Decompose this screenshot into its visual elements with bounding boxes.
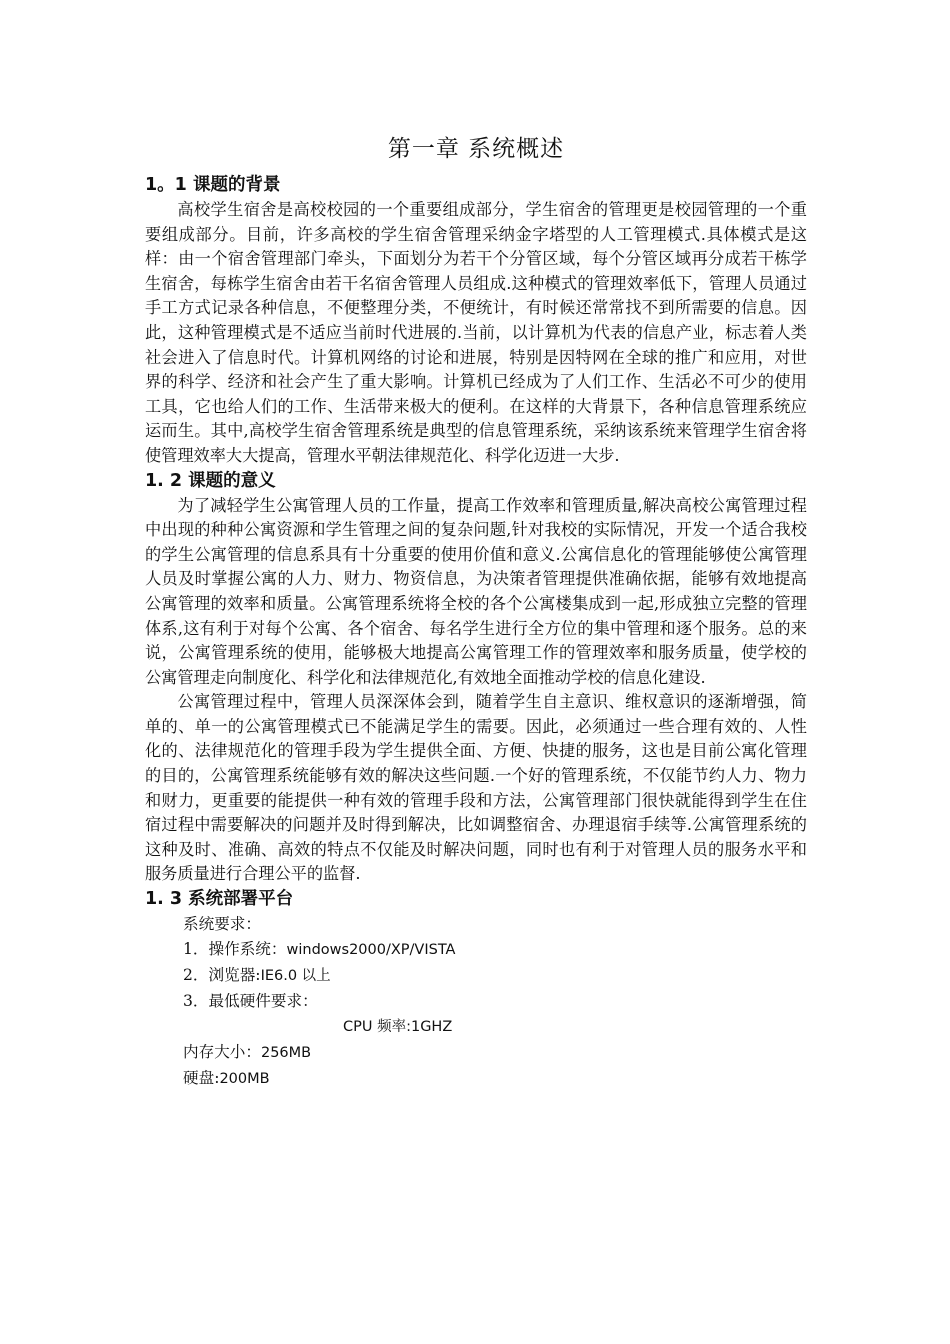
requirements-list (145, 912, 807, 1092)
requirement-cpu (183, 1014, 807, 1040)
paragraph-significance-2: 公寓管理过程中，管理人员深深体会到，随着学生自主意识、维权意识的逐渐增强，简单的、单一的公寓管理模式已不能满足学生的需要。因此，必须通过一些合理有效的、人性化的、法律规范化的管理手段为学生提供全面、方便、快捷的服务，这也是目前公寓化管理的目的，公寓管理系统能够有效的解决这些问题.一个好的管理系统，不仅能节约人力、物力和财力，更重要的能提供一种有效的管理手段和方法，公寓管理部门很快就能得到学生在住宿过程中需要解决的问题并及时得到解决，比如调整宿舍、办理退宿手续等.公寓管理系统的这种及时、准确、高效的特点不仅能及时解决问题，同时也有利于对管理人员的服务水平和服务质量进行合理公平的监督. (145, 692, 807, 884)
cpu-spec: CPU 频率:1GHZ (343, 1019, 453, 1036)
requirement-label: 操作系统： (208, 940, 287, 959)
requirement-os (183, 937, 807, 963)
requirement-value: windows2000/XP/VISTA (286, 942, 456, 959)
requirement-label: 最低硬件要求： (208, 992, 318, 1011)
requirement-number: 1． (183, 940, 209, 959)
memory-value: 256MB (260, 1045, 312, 1062)
paragraph-significance-1: 为了减轻学生公寓管理人员的工作量，提高工作效率和管理质量,解决高校公寓管理过程中出现的种种公寓资源和学生管理之间的复杂问题,针对我校的实际情况，开发一个适合我校的学生公寓管理的信息系具有十分重要的使用价值和意义.公寓信息化的管理能够使公寓管理人员及时掌握公寓的人力、财力、物资信息，为决策者管理提供准确依据，能够有效地提高公寓管理的效率和质量。公寓管理系统将全校的各个公寓楼集成到一起,形成独立完整的管理体系,这有利于对每个公寓、各个宿舍、每名学生进行全方位的集中管理和逐个服务。总的来说，公寓管理系统的使用，能够极大地提高公寓管理工作的管理效率和服务质量，使学校的公寓管理走向制度化、科学化和法律规范化,有效地全面推动学校的信息化建设. (145, 495, 807, 687)
requirement-label: 浏览器: (208, 966, 261, 985)
section-heading-background: 1。1 课题的背景 (145, 175, 281, 195)
disk-label: 硬盘: (183, 1069, 220, 1088)
requirement-browser (183, 963, 807, 989)
document-content (145, 133, 807, 1092)
requirement-number: 2． (183, 966, 209, 985)
requirement-hardware (183, 989, 807, 1014)
section-heading-significance: 1. 2 课题的意义 (145, 470, 276, 491)
memory-label: 内存大小： (183, 1043, 261, 1062)
requirements-intro: 系统要求： (183, 915, 261, 934)
requirement-disk (183, 1066, 807, 1092)
disk-value: 200MB (219, 1071, 270, 1088)
requirement-memory (183, 1040, 807, 1066)
section-heading-deployment: 1. 3 系统部署平台 (145, 889, 294, 910)
chapter-title: 第一章 系统概述 (387, 136, 565, 162)
requirement-number: 3． (183, 992, 209, 1011)
requirement-value: IE6.0 以上 (260, 968, 331, 985)
paragraph-background: 高校学生宿舍是高校校园的一个重要组成部分，学生宿舍的管理更是校园管理的一个重要组成部分。目前，许多高校的学生宿舍管理采纳金字塔型的人工管理模式.具体模式是这样：由一个宿舍管理部门牵头，下面划分为若干个分管区域，每个分管区域再分成若干栋学生宿舍，每栋学生宿舍由若干名宿舍管理人员组成.这种模式的管理效率低下，管理人员通过手工方式记录各种信息，不便整理分类，不便统计，有时候还常常找不到所需要的信息。因此，这种管理模式是不适应当前时代进展的.当前，以计算机为代表的信息产业，标志着人类社会进入了信息时代。计算机网络的讨论和进展，特别是因特网在全球的推广和应用，对世界的科学、经济和社会产生了重大影响。计算机已经成为了人们工作、生活必不可少的使用工具，它也给人们的工作、生活带来极大的便利。在这样的大背景下，各种信息管理系统应运而生。其中,高校学生宿舍管理系统是典型的信息管理系统，采纳该系统来管理学生宿舍将使管理效率大大提高，管理水平朝法律规范化、科学化迈进一大步. (145, 200, 807, 465)
